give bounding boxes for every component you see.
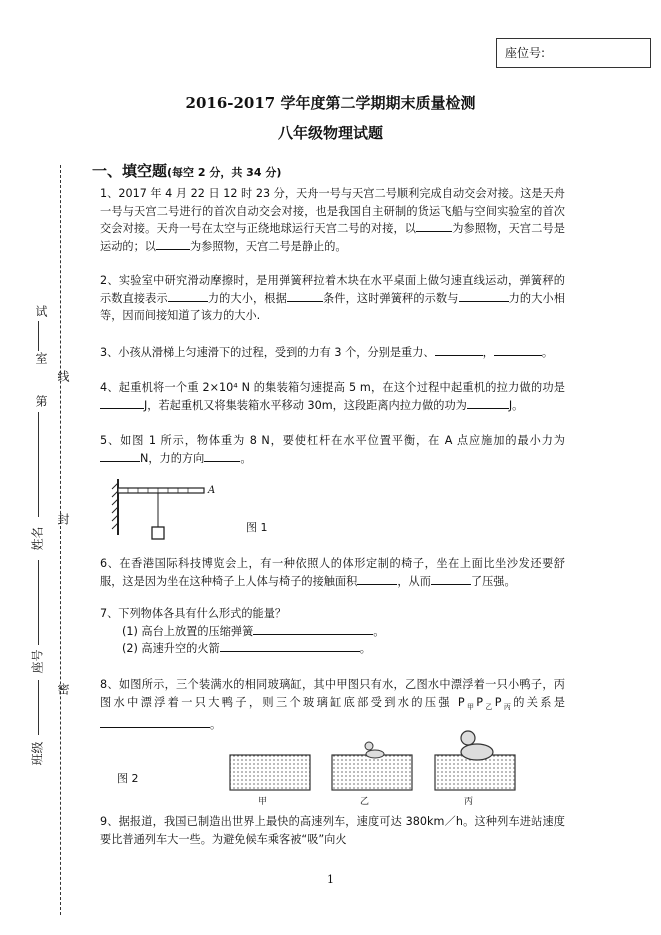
margin-chang: 室 xyxy=(34,352,48,364)
question-2: 2、实验室中研究滑动摩擦时，是用弹簧秤拉着木块在水平桌面上做匀速直线运动，弹簧秤的示数直接表示 力的大小，根据 条件，这时弹簧秤的示数与 力的大小相等，因而间接知道了该力的大小. xyxy=(100,274,565,322)
answer-blank[interactable] xyxy=(494,345,542,356)
section-heading: 一、填空题(每空 2 分，共 34 分) xyxy=(92,162,282,180)
answer-blank[interactable] xyxy=(204,451,240,462)
answer-blank[interactable] xyxy=(459,291,509,302)
answer-blank[interactable] xyxy=(253,624,373,635)
margin-shi: 试 xyxy=(34,305,48,317)
answer-blank[interactable] xyxy=(357,574,397,585)
answer-blank[interactable] xyxy=(467,398,509,409)
question-8: 8、如图所示，三个装满水的相同玻璃缸，其中甲图只有水，乙图水中漂浮着一只小鸭子，丙图水中漂浮着一只大鸭子，则三个玻璃缸底部受到水的压强 $P_甲P_乙P_丙$的关系是。 xyxy=(100,678,565,732)
seat-label: 座位号: xyxy=(505,46,546,60)
tank-label-bing: 丙 xyxy=(464,797,474,807)
question-5: 5、如图 1 所示，物体重为 8 N，要使杠杆在水平位置平衡，在 A 点应施加的最小力为N，力的方向 。 xyxy=(100,434,565,465)
question-4: 4、起重机将一个重 2×10⁴ N 的集装箱匀速提高 5 m，在这个过程中起重机的拉力做的功是J，若起重机又将集装箱水平移动 30m，这段距离内拉力做的功为 J。 xyxy=(100,381,565,412)
page-number: 1 xyxy=(327,873,334,886)
answer-blank[interactable] xyxy=(431,574,471,585)
figure-1-label: 图 1 xyxy=(246,521,268,534)
figure-2-label: 图 2 xyxy=(117,772,139,785)
answer-blank[interactable] xyxy=(168,291,208,302)
question-9: 9、据报道，我国已制造出世界上最快的高速列车，速度可达 380km／h。这种列车进站速度要比普通列车大一些。为避免候车乘客被“吸”向火 xyxy=(100,815,565,846)
question-7: 7、下列物体各具有什么形式的能量？ (1) 高台上放置的压缩弹簧 。 (2) 高速升空的火箭 。 xyxy=(100,607,385,655)
answer-blank[interactable] xyxy=(100,398,144,409)
exam-title: 2016-2017 学年度第二学期期末质量检测 xyxy=(185,94,476,112)
tank-label-jia: 甲 xyxy=(258,797,268,807)
answer-blank[interactable] xyxy=(156,239,190,250)
exam-subtitle: 八年级物理试题 xyxy=(277,124,383,142)
answer-blank[interactable] xyxy=(435,345,483,356)
margin-mi: 密 xyxy=(56,683,70,695)
margin-di: 第 xyxy=(34,395,48,407)
question-3: 3、小孩从滑梯上匀速滑下的过程，受到的力有 3 个，分别是重力、 ， 。 xyxy=(100,346,554,359)
point-a-label: A xyxy=(208,485,216,496)
answer-blank[interactable] xyxy=(220,641,360,652)
answer-blank[interactable] xyxy=(100,717,210,728)
margin-rule xyxy=(38,412,39,517)
margin-seat: 座号 xyxy=(30,649,45,674)
tank-label-yi: 乙 xyxy=(360,797,370,807)
binding-line xyxy=(60,165,61,915)
margin-rule xyxy=(38,560,39,645)
seat-number-box xyxy=(496,38,651,68)
tank-yi xyxy=(332,742,412,790)
tanks-figure xyxy=(225,730,525,805)
section-note: (每空 2 分，共 34 分) xyxy=(167,166,282,179)
answer-blank[interactable] xyxy=(416,221,452,232)
margin-xian: 线 xyxy=(56,370,70,382)
margin-rule xyxy=(38,680,39,735)
question-6: 6、在香港国际科技博览会上，有一种依照人的体形定制的椅子，坐在上面比坐沙发还要舒服，这是因为坐在这种椅子上人体与椅子的接触面积 ，从而 了压强。 xyxy=(100,557,565,588)
question-1: 1、2017 年 4 月 22 日 12 时 23 分，天舟一号与天宫二号顺利完成自动交会对接。这是天舟一号与天宫二号进行的首次自动交会对接，也是我国自主研制的货运飞船与空间实验室的首次交会对接。天舟一号在太空与正绕地球运行天宫二号的对接，以 为参照物，天宫二号是运动的；以 为参照物，天宫二号是静止的。 xyxy=(100,187,565,253)
tank-jia xyxy=(230,755,310,790)
tank-bing xyxy=(435,731,515,790)
margin-name: 姓名 xyxy=(30,526,45,551)
margin-class: 班级 xyxy=(30,741,45,766)
answer-blank[interactable] xyxy=(100,451,140,462)
margin-feng: 封 xyxy=(56,513,70,525)
margin-rule xyxy=(38,321,39,351)
answer-blank[interactable] xyxy=(287,291,323,302)
